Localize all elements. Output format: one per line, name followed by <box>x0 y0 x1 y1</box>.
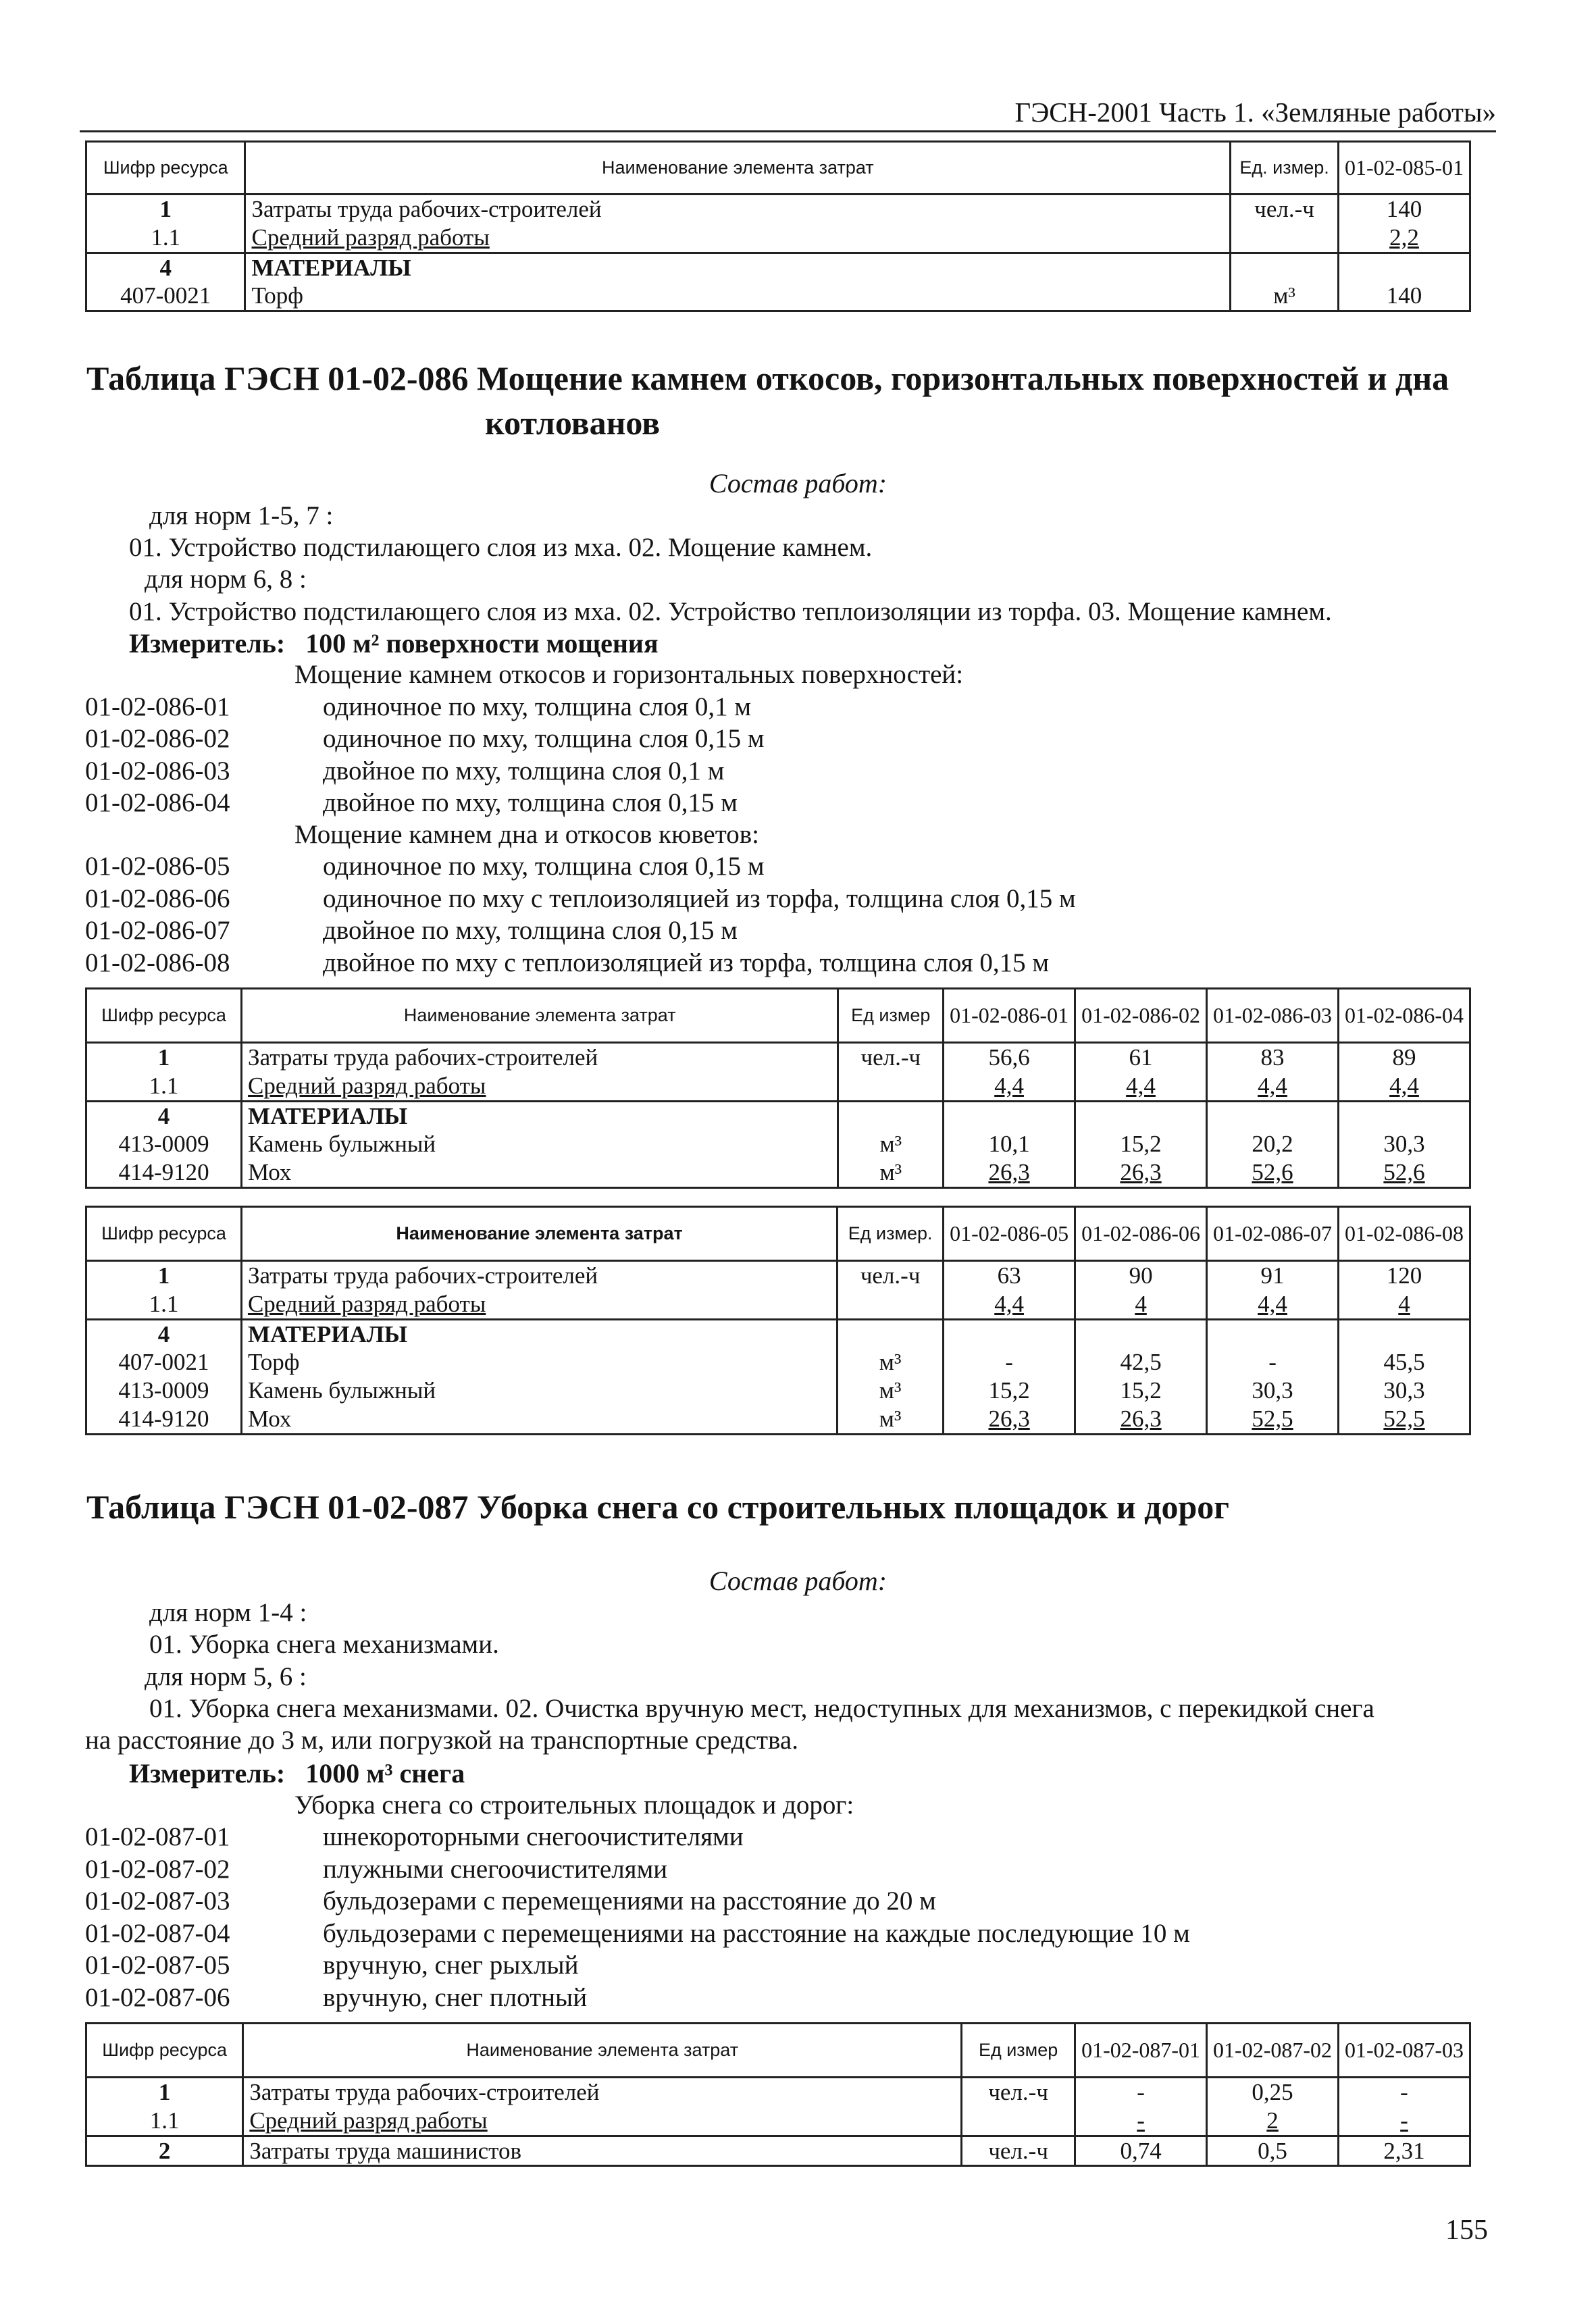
cell-value: 2 <box>1207 2107 1339 2136</box>
cell-value: - <box>1075 2078 1207 2107</box>
norm-code: 01-02-086-03 <box>85 756 230 786</box>
norm-desc: одиночное по мху, толщина слоя 0,1 м <box>323 692 752 721</box>
norm-desc: плужными снегоочистителями <box>323 1855 668 1884</box>
cell-value: 89 <box>1339 1043 1470 1072</box>
cell-name: МАТЕРИАЛЫ <box>241 1319 837 1348</box>
cell-value: 2,31 <box>1339 2136 1470 2166</box>
cell-name: Торф <box>241 1348 837 1377</box>
cell-code: 1 <box>86 1261 242 1290</box>
composition-line: для норм 5, 6 : <box>145 1662 307 1691</box>
norm-desc: вручную, снег рыхлый <box>323 1951 579 1980</box>
title-line-1: Таблица ГЭСН 01-02-086 Мощение камнем откосов, горизонтальных поверхностей и дна <box>86 359 1449 397</box>
table-row <box>86 1072 1470 1101</box>
cell-unit: м³ <box>838 1348 944 1377</box>
cell-unit: чел.-ч <box>962 2078 1075 2107</box>
header-col1: 01-02-087-01 <box>1075 2024 1207 2078</box>
cell-value: - <box>1207 1348 1339 1377</box>
norm-code: 01-02-086-02 <box>85 724 230 753</box>
cell-code: 413-0009 <box>86 1130 242 1158</box>
section-title-087 <box>86 1485 1498 1529</box>
table-header <box>86 2024 1470 2078</box>
cell-code: 414-9120 <box>86 1405 242 1434</box>
cell-name: Мох <box>241 1405 837 1434</box>
norm-code: 01-02-087-05 <box>85 1951 230 1980</box>
table-086-b <box>85 1206 1471 1435</box>
cell-code: 4 <box>86 253 245 282</box>
header-col4: 01-02-086-08 <box>1339 1207 1470 1261</box>
table-row <box>86 224 1470 253</box>
cell-name: Средний разряд работы <box>242 1072 838 1101</box>
cell-name: Торф <box>245 282 1231 311</box>
cell-value: 26,3 <box>944 1405 1075 1434</box>
cell-value: 2,2 <box>1339 224 1470 253</box>
table-row <box>86 195 1470 224</box>
cell-value: 63 <box>944 1261 1075 1290</box>
cell-name: Камень булыжный <box>242 1130 838 1158</box>
header-code: Шифр ресурса <box>86 142 245 195</box>
norm-code: 01-02-087-06 <box>85 1983 230 2012</box>
table-row <box>86 1043 1470 1072</box>
cell-value: 0,74 <box>1075 2136 1207 2166</box>
cell-unit <box>962 2107 1075 2136</box>
cell-code: 1 <box>86 195 245 224</box>
cell-code: 1.1 <box>86 2107 243 2136</box>
cell-name: Затраты труда рабочих-строителей <box>241 1261 837 1290</box>
table-header <box>86 1207 1470 1261</box>
table-header <box>86 142 1470 195</box>
header-col4: 01-02-086-04 <box>1339 989 1470 1043</box>
table-086-a <box>85 987 1471 1189</box>
table-row <box>86 2136 1470 2166</box>
header-col3: 01-02-086-03 <box>1207 989 1339 1043</box>
table-row <box>86 1101 1470 1130</box>
composition-line: 01. Устройство подстилающего слоя из мха. 02. Устройство теплоизоляции из торфа. 03. Мощение камнем. <box>129 597 1332 626</box>
header-name: Наименование элемента затрат <box>245 142 1231 195</box>
composition-line: для норм 6, 8 : <box>145 565 307 594</box>
norm-code: 01-02-086-04 <box>85 788 230 817</box>
header-col3: 01-02-086-07 <box>1207 1207 1339 1261</box>
table-row <box>86 1405 1470 1434</box>
norm-code: 01-02-086-01 <box>85 692 230 721</box>
cell-value: 30,3 <box>1339 1377 1470 1405</box>
cell-value <box>944 1101 1075 1130</box>
cell-value: 30,3 <box>1339 1130 1470 1158</box>
cell-value: - <box>944 1348 1075 1377</box>
cell-code: 1 <box>86 1043 242 1072</box>
header-col1: 01-02-086-01 <box>944 989 1075 1043</box>
norm-desc: одиночное по мху, толщина слоя 0,15 м <box>323 852 765 881</box>
cell-code: 2 <box>86 2136 243 2166</box>
group-heading: Уборка снега со строительных площадок и дорог: <box>294 1791 854 1820</box>
norm-code: 01-02-086-05 <box>85 852 230 881</box>
table-row <box>86 253 1470 282</box>
table-header <box>86 989 1470 1043</box>
header-name: Наименование элемента затрат <box>243 2024 962 2078</box>
cell-value <box>1207 1101 1339 1130</box>
header-col2: 01-02-087-02 <box>1207 2024 1339 2078</box>
norm-code: 01-02-087-03 <box>85 1886 230 1916</box>
header-col1: 01-02-085-01 <box>1339 142 1470 195</box>
cell-value: 20,2 <box>1207 1130 1339 1158</box>
header-name: Наименование элемента затрат <box>242 989 838 1043</box>
cell-code: 4 <box>86 1101 242 1130</box>
cell-name: Мох <box>242 1158 838 1187</box>
cell-value: 4,4 <box>944 1072 1075 1101</box>
cell-value: 10,1 <box>944 1130 1075 1158</box>
header-unit: Ед измер <box>838 989 944 1043</box>
cell-value: 26,3 <box>1075 1405 1207 1434</box>
cell-code: 407-0021 <box>86 1348 242 1377</box>
header-col3: 01-02-087-03 <box>1339 2024 1470 2078</box>
norm-desc: бульдозерами с перемещениями на расстояние до 20 м <box>323 1886 936 1916</box>
cell-value <box>944 1319 1075 1348</box>
cell-unit: чел.-ч <box>838 1261 944 1290</box>
norm-desc: одиночное по мху, толщина слоя 0,15 м <box>323 724 765 753</box>
cell-value: 4 <box>1339 1290 1470 1319</box>
header-name: Наименование элемента затрат <box>241 1207 837 1261</box>
cell-name: Камень булыжный <box>241 1377 837 1405</box>
header-code: Шифр ресурса <box>86 1207 242 1261</box>
cell-value <box>1339 1319 1470 1348</box>
cell-value: 0,5 <box>1207 2136 1339 2166</box>
composition-line: на расстояние до 3 м, или погрузкой на транспортные средства. <box>85 1726 798 1755</box>
header-code: Шифр ресурса <box>86 2024 243 2078</box>
cell-unit: чел.-ч <box>962 2136 1075 2166</box>
cell-value <box>1207 1319 1339 1348</box>
cell-value: 61 <box>1075 1043 1207 1072</box>
cell-value: 15,2 <box>1075 1377 1207 1405</box>
cell-value: 26,3 <box>944 1158 1075 1187</box>
table-row <box>86 1377 1470 1405</box>
cell-code: 1.1 <box>86 224 245 253</box>
cell-name: Затраты труда рабочих-строителей <box>242 1043 838 1072</box>
cell-value: 4 <box>1075 1290 1207 1319</box>
cell-value: 91 <box>1207 1261 1339 1290</box>
cell-value <box>1339 253 1470 282</box>
meter-label: Измеритель: <box>129 1758 286 1789</box>
cell-value: 4,4 <box>944 1290 1075 1319</box>
composition-line: 01. Устройство подстилающего слоя из мха. 02. Мощение камнем. <box>129 533 873 562</box>
header-unit: Ед измер <box>962 2024 1075 2078</box>
norm-desc: шнекороторными снегоочистителями <box>323 1822 744 1851</box>
cell-name: Средний разряд работы <box>243 2107 962 2136</box>
composition-heading: Состав работ: <box>709 1566 887 1596</box>
cell-value: 52,5 <box>1207 1405 1339 1434</box>
cell-value: 83 <box>1207 1043 1339 1072</box>
composition-line: 01. Уборка снега механизмами. <box>149 1630 499 1659</box>
cell-code: 1 <box>86 2078 243 2107</box>
composition-line: для норм 1-4 : <box>149 1598 307 1627</box>
cell-code: 1.1 <box>86 1072 242 1101</box>
cell-value: 4,4 <box>1207 1290 1339 1319</box>
group-heading: Мощение камнем дна и откосов кюветов: <box>294 820 760 849</box>
header-unit: Ед. измер. <box>1231 142 1339 195</box>
cell-value: 52,6 <box>1339 1158 1470 1187</box>
table-row <box>86 1261 1470 1290</box>
cell-value: - <box>1075 2107 1207 2136</box>
cell-value: 52,5 <box>1339 1405 1470 1434</box>
meter-value: 100 м² поверхности мощения <box>305 628 659 659</box>
norm-code: 01-02-087-04 <box>85 1919 230 1948</box>
cell-value: 4,4 <box>1075 1072 1207 1101</box>
cell-name: Затраты труда машинистов <box>243 2136 962 2166</box>
cell-value: 42,5 <box>1075 1348 1207 1377</box>
cell-unit <box>838 1072 944 1101</box>
cell-value: 56,6 <box>944 1043 1075 1072</box>
cell-value: 140 <box>1339 195 1470 224</box>
norm-desc: вручную, снег плотный <box>323 1983 588 2012</box>
table-row <box>86 1348 1470 1377</box>
table-row <box>86 2107 1470 2136</box>
cell-unit: м³ <box>838 1377 944 1405</box>
title-line-1: Таблица ГЭСН 01-02-087 Уборка снега со строительных площадок и дорог <box>86 1488 1229 1526</box>
cell-unit <box>838 1290 944 1319</box>
header-col1: 01-02-086-05 <box>944 1207 1075 1261</box>
norm-desc: бульдозерами с перемещениями на расстояние на каждые последующие 10 м <box>323 1919 1190 1948</box>
norm-desc: двойное по мху с теплоизоляцией из торфа, толщина слоя 0,15 м <box>323 948 1050 977</box>
cell-unit: чел.-ч <box>1231 195 1339 224</box>
cell-unit <box>838 1319 944 1348</box>
cell-value: - <box>1339 2078 1470 2107</box>
header-code: Шифр ресурса <box>86 989 242 1043</box>
header-unit: Ед измер. <box>838 1207 944 1261</box>
composition-line: для норм 1-5, 7 : <box>149 501 334 530</box>
cell-value: 15,2 <box>944 1377 1075 1405</box>
cell-code: 414-9120 <box>86 1158 242 1187</box>
table-row <box>86 1130 1470 1158</box>
cell-unit: чел.-ч <box>838 1043 944 1072</box>
table-085 <box>85 140 1471 312</box>
cell-name: МАТЕРИАЛЫ <box>242 1101 838 1130</box>
norm-code: 01-02-087-02 <box>85 1855 230 1884</box>
cell-value: 120 <box>1339 1261 1470 1290</box>
cell-name: Затраты труда рабочих-строителей <box>245 195 1231 224</box>
cell-value: 26,3 <box>1075 1158 1207 1187</box>
norm-desc: двойное по мху, толщина слоя 0,15 м <box>323 788 738 817</box>
cell-value: 90 <box>1075 1261 1207 1290</box>
meter <box>129 1757 465 1789</box>
cell-code: 413-0009 <box>86 1377 242 1405</box>
group-heading: Мощение камнем откосов и горизонтальных поверхностей: <box>294 660 964 689</box>
section-title-086 <box>86 356 1498 445</box>
table-row <box>86 2078 1470 2107</box>
header-rule <box>80 130 1496 132</box>
cell-value: - <box>1339 2107 1470 2136</box>
cell-unit: м³ <box>838 1158 944 1187</box>
cell-code: 1.1 <box>86 1290 242 1319</box>
cell-code: 407-0021 <box>86 282 245 311</box>
title-line-2: котлованов <box>485 404 661 442</box>
cell-unit <box>838 1101 944 1130</box>
cell-value <box>1339 1101 1470 1130</box>
cell-value: 140 <box>1339 282 1470 311</box>
header-col2: 01-02-086-06 <box>1075 1207 1207 1261</box>
cell-value: 4,4 <box>1339 1072 1470 1101</box>
cell-unit: м³ <box>838 1130 944 1158</box>
cell-name: Затраты труда рабочих-строителей <box>243 2078 962 2107</box>
cell-unit <box>1231 253 1339 282</box>
norm-code: 01-02-086-06 <box>85 884 230 913</box>
meter <box>129 627 659 659</box>
table-087 <box>85 2022 1471 2167</box>
cell-value: 45,5 <box>1339 1348 1470 1377</box>
cell-value: 15,2 <box>1075 1130 1207 1158</box>
cell-unit: м³ <box>838 1405 944 1434</box>
cell-name: Средний разряд работы <box>245 224 1231 253</box>
cell-value: 30,3 <box>1207 1377 1339 1405</box>
cell-unit <box>1231 224 1339 253</box>
table-row <box>86 1290 1470 1319</box>
meter-label: Измеритель: <box>129 628 286 659</box>
norm-code: 01-02-086-08 <box>85 948 230 977</box>
cell-name: МАТЕРИАЛЫ <box>245 253 1231 282</box>
table-row <box>86 282 1470 311</box>
header-col2: 01-02-086-02 <box>1075 989 1207 1043</box>
table-row <box>86 1158 1470 1187</box>
cell-value: 52,6 <box>1207 1158 1339 1187</box>
cell-value: 4,4 <box>1207 1072 1339 1101</box>
norm-code: 01-02-087-01 <box>85 1822 230 1851</box>
composition-heading: Состав работ: <box>709 468 887 498</box>
page-number: 155 <box>1445 2215 1488 2246</box>
composition-line: 01. Уборка снега механизмами. 02. Очистка вручную мест, недоступных для механизмов, с перекидкой снега <box>149 1694 1374 1723</box>
norm-code: 01-02-086-07 <box>85 916 230 945</box>
cell-value <box>1075 1319 1207 1348</box>
cell-value <box>1075 1101 1207 1130</box>
norm-desc: двойное по мху, толщина слоя 0,15 м <box>323 916 738 945</box>
running-header: ГЭСН-2001 Часть 1. «Земляные работы» <box>1014 97 1496 128</box>
norm-desc: одиночное по мху с теплоизоляцией из торфа, толщина слоя 0,15 м <box>323 884 1076 913</box>
norm-desc: двойное по мху, толщина слоя 0,1 м <box>323 756 725 786</box>
cell-code: 4 <box>86 1319 242 1348</box>
cell-name: Средний разряд работы <box>241 1290 837 1319</box>
cell-unit: м³ <box>1231 282 1339 311</box>
cell-value: 0,25 <box>1207 2078 1339 2107</box>
meter-value: 1000 м³ снега <box>305 1758 465 1789</box>
table-row <box>86 1319 1470 1348</box>
